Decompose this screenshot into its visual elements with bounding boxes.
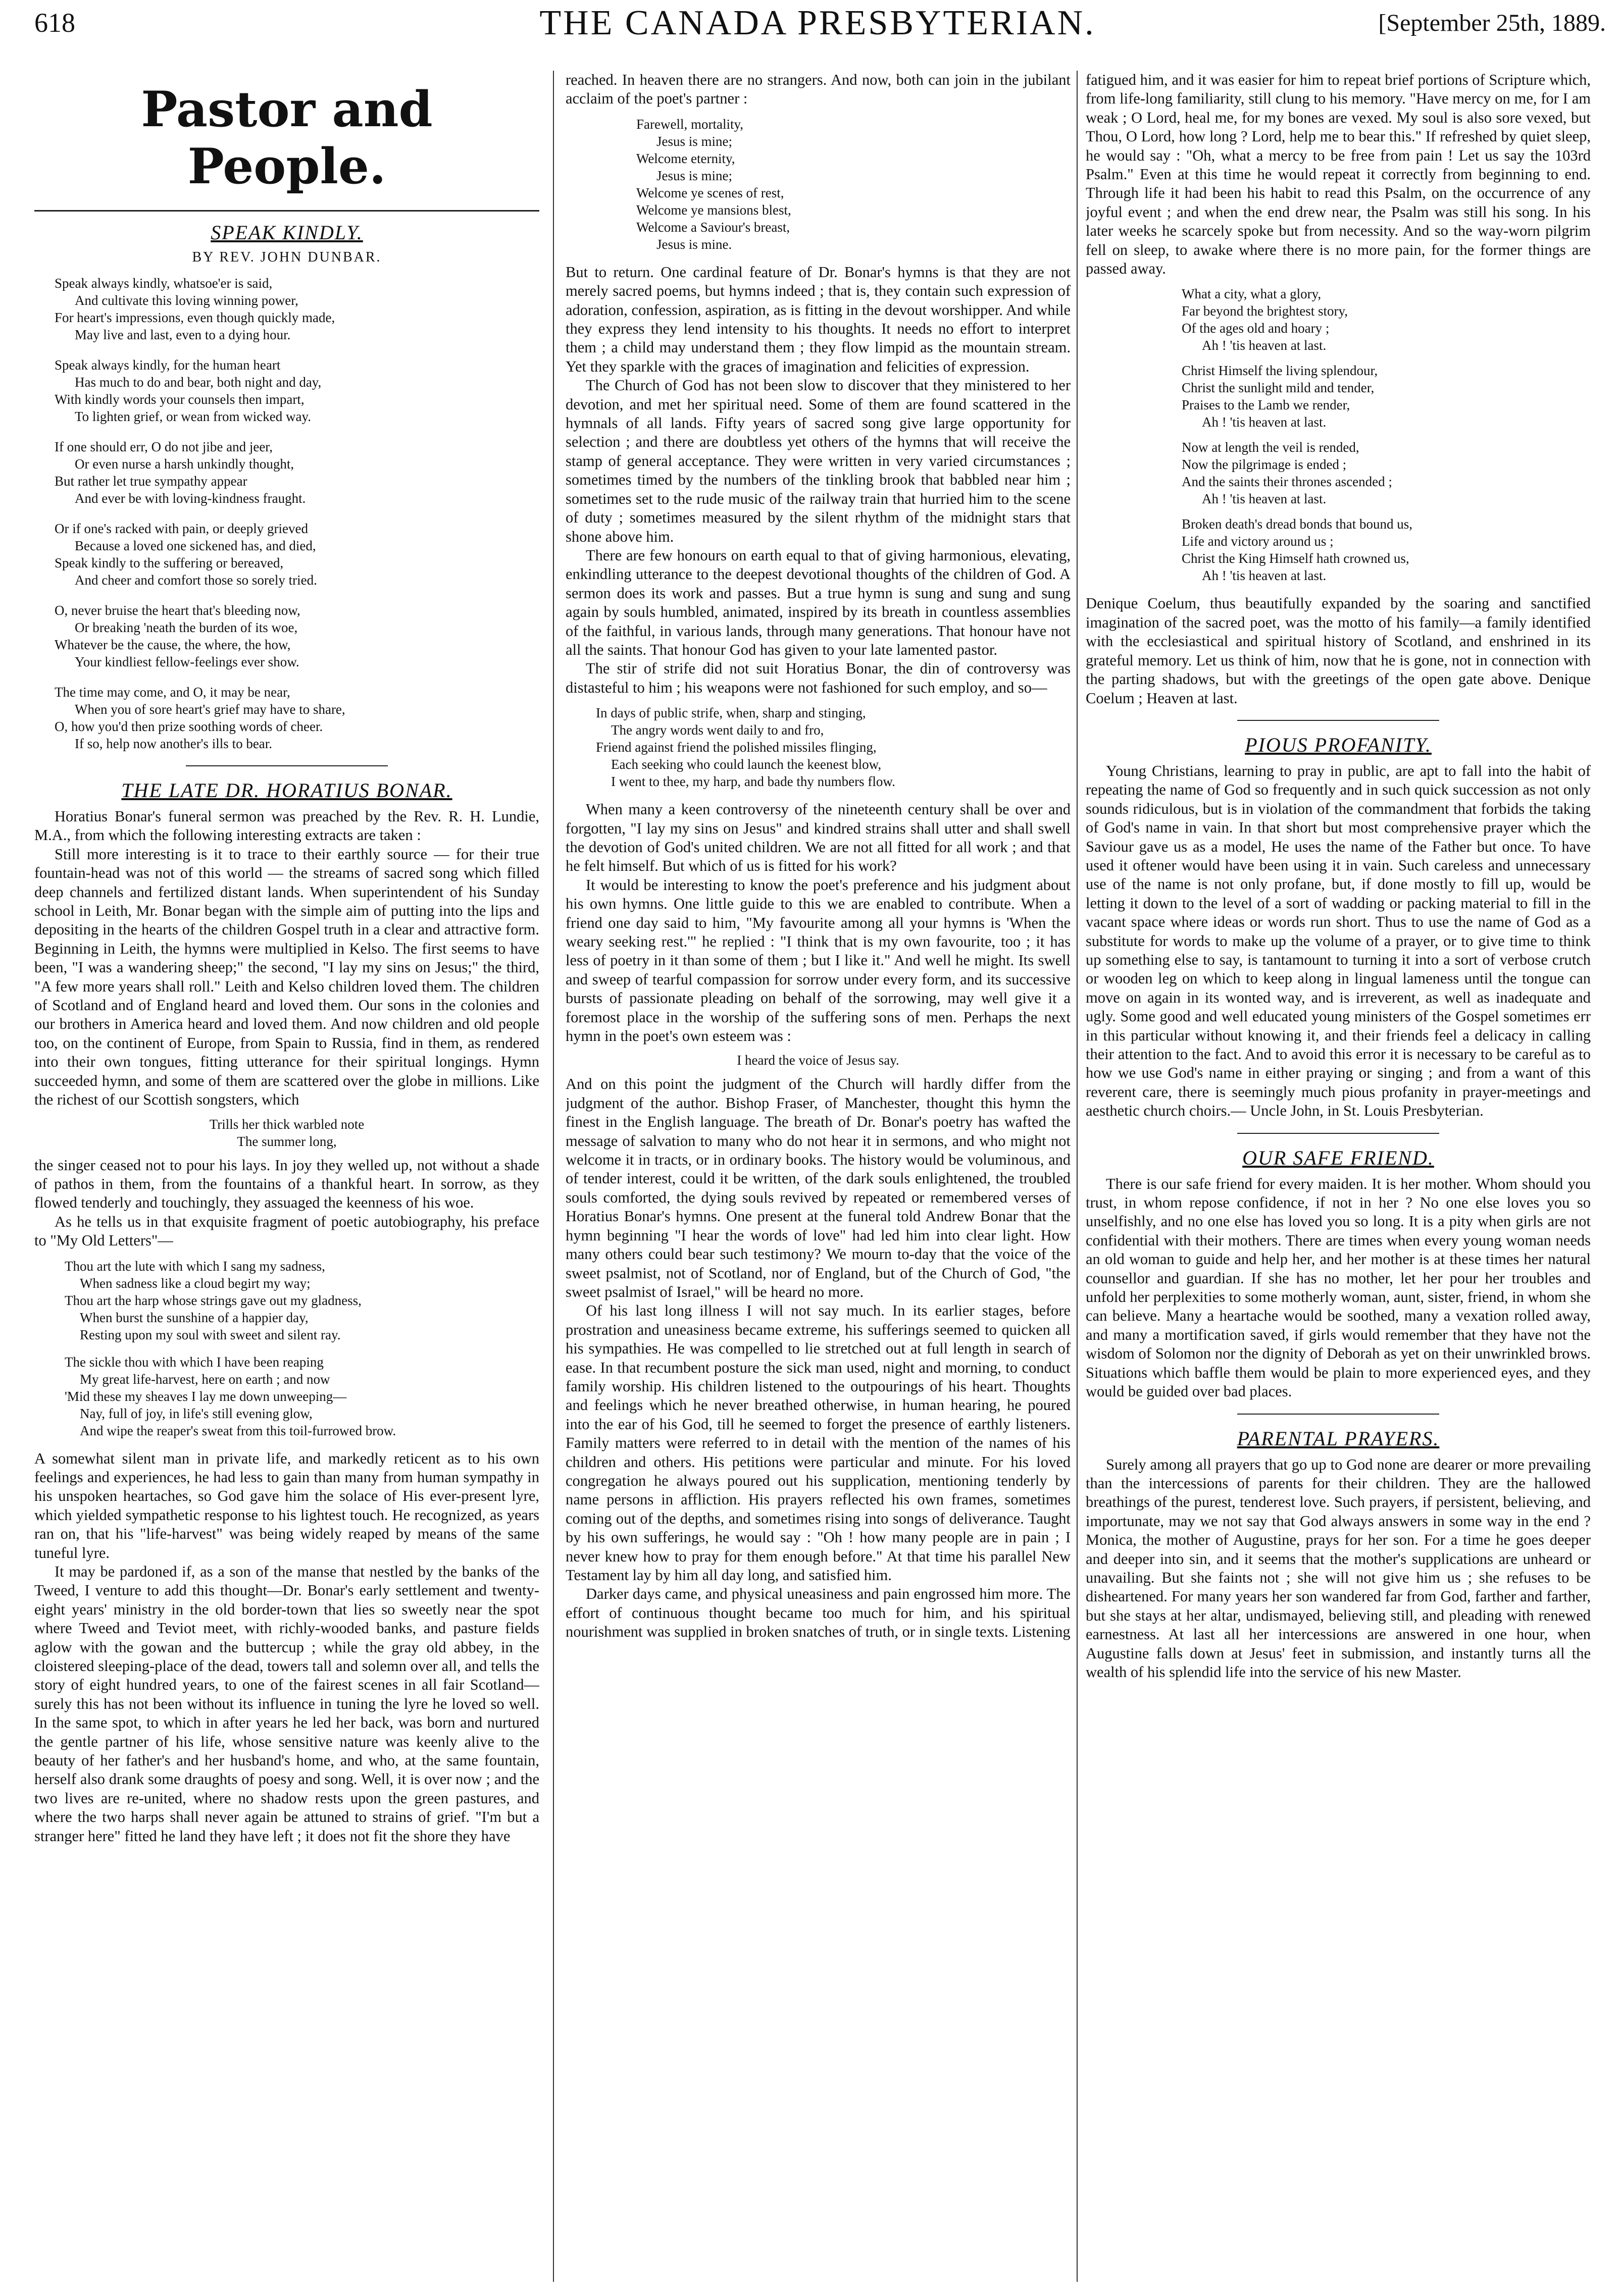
- paragraph: It would be interesting to know the poet's preference and his judgment about his own hymns. One little guide to this we are enabled to contribute. When a friend one day said to him, "My favourite among all your hymns is 'When the weary seeking rest.'" he replied : "I think that is my own favourite, too ; it has less of poetry in it than some of them ; but I like it." And well he might. Its swell and sweep of tearful compassion for sorrow under every form, and its successive bursts of passionate pleading on behalf of the sorrowing, may well give it a foremost place in the worship of the suffering sons of men. Perhaps the next hymn in the poet's own esteem was :: [566, 876, 1071, 1045]
- poem-stanza: [55, 520, 539, 589]
- poem-line: The summer long,: [237, 1133, 337, 1149]
- verse-quote: [65, 1258, 539, 1343]
- poem-line: Because a loved one sickened has, and died,: [75, 538, 316, 553]
- poem-line: What a city, what a glory,: [1182, 286, 1322, 302]
- paragraph: There are few honours on earth equal to that of giving harmonious, elevating, enkindling utterance to the deepest devotional thoughts of the children of God. A sermon does its work and passes. But a true hymn is sung and sung and sung again by souls humbled, animated, inspired by its breath in countless assemblies of the faithful, in various lands, through many generations. That honour have not all the saints. That honour God has given to your late lamented pastor.: [566, 546, 1071, 658]
- poem-line: Welcome ye scenes of rest,: [636, 185, 784, 200]
- poem-line: Thou art the harp whose strings gave out my gladness,: [65, 1292, 362, 1308]
- poem-line: Or breaking 'neath the burden of its woe,: [75, 620, 298, 635]
- page-number: 618: [34, 8, 75, 38]
- poem-line: O, never bruise the heart that's bleeding now,: [55, 603, 300, 618]
- poem-line: Now at length the veil is rended,: [1182, 440, 1359, 455]
- poem-line: Christ Himself the living splendour,: [1182, 363, 1378, 379]
- poem-line: May live and last, even to a dying hour.: [75, 327, 291, 342]
- poem-stanza: [55, 275, 539, 343]
- poem-stanza: [1182, 285, 1591, 354]
- paragraph: A somewhat silent man in private life, and markedly reticent as to his own feelings and experiences, he had less to gain than many from human sympathy in his unspoken heartaches, so God gave him the solace of His ever-present lyre, which yielded sympathetic response to his lightest touch. He recognized, as years ran on, that his "life-harvest" was being widely reaped by means of the same tuneful lyre.: [34, 1449, 539, 1561]
- poem-line: Ah ! 'tis heaven at last.: [1202, 491, 1327, 507]
- poem-stanza: [55, 602, 539, 670]
- poem-line: And ever be with loving-kindness fraught.: [75, 491, 306, 506]
- poem-line: Each seeking who could launch the keenest blow,: [611, 757, 882, 772]
- poem-line: And cultivate this loving winning power,: [75, 293, 298, 308]
- poem-line: Far beyond the brightest story,: [1182, 303, 1348, 319]
- poem-line: When sadness like a cloud begirt my way;: [80, 1275, 311, 1291]
- divider: [1237, 1414, 1439, 1415]
- paragraph: Darker days came, and physical uneasiness and pain engrossed him more. The effort of continuous thought became too much for him, and his spiritual nourishment was supplied in broken snatches of truth, or in single texts. Listening: [566, 1585, 1071, 1641]
- verse-quote: [1182, 285, 1591, 584]
- verse-quote: [636, 116, 1071, 253]
- poem-line: Praises to the Lamb we render,: [1182, 397, 1350, 413]
- poem-line: Jesus is mine;: [656, 133, 733, 149]
- article-title: PARENTAL PRAYERS.: [1237, 1427, 1440, 1450]
- poem-line: The time may come, and O, it may be near,: [55, 685, 290, 700]
- poem-line: With kindly words your counsels then impart,: [55, 392, 305, 407]
- poem-line: Welcome eternity,: [636, 150, 735, 166]
- poem-line: Jesus is mine.: [656, 236, 732, 252]
- poem-line: Has much to do and bear, both night and day,: [75, 375, 322, 390]
- paragraph: Still more interesting is it to trace to their earthly source — for their true fountain-head was not of this world — the streams of sacred song which filled deep channels and fertilized distant lands. When superintendent of his Sunday school in Leith, Mr. Bonar began with the simple aim of putting into the lips and depositing in the hearts of the children Gospel truth in a clear and attractive form. Beginning in Leith, the hymns were multiplied in Kelso. The first seems to have been, "I was a wandering sheep;" the second, "I lay my sins on Jesus;" the third, "A few more years shall roll." Leith and Kelso children loved them. The children of Scotland and of England heard and loved them. Our sons in the colonies and our brothers in America heard and loved them. And now children and old people too, on the continent of Europe, from Spain to Russia, find in them, as rendered into their own tongues, fitting utterance for their spiritual longings. Hymn succeeded hymn, and some of them are scattered over the globe in millions. Like the richest of our Scottish songsters, which: [34, 845, 539, 1109]
- poem-line: The sickle thou with which I have been reaping: [65, 1354, 324, 1370]
- article-title: PIOUS PROFANITY.: [1245, 733, 1432, 756]
- poem-line: I went to thee, my harp, and bade thy numbers flow.: [611, 774, 895, 790]
- poem-line: Life and victory around us ;: [1182, 534, 1334, 549]
- paragraph: Denique Coelum, thus beautifully expanded by the soaring and sanctified imagination of the sacred poet, was the motto of his family—a family identified with the ecclesiastical and spiritual history of Scotland, and enshrined in its grateful memory. Let us think of him, now that he is gone, not in connection with the parting shadows, but with the greetings of the open gate above. Denique Coelum ; Heaven at last.: [1086, 595, 1591, 707]
- paragraph: But to return. One cardinal feature of Dr. Bonar's hymns is that they are not merely sacred poems, but hymns indeed ; that is, they contain such expression of adoration, confession, aspiration, as is fitting in the devout worshipper. And while they express they lend intensity to his thoughts. It needs no effort to interpret them ; a child may understand them ; they flow limpid as the mountain stream. Yet they sparkle with the graces of imagination and felicities of expression.: [566, 263, 1071, 375]
- poem-line: Farewell, mortality,: [636, 116, 743, 132]
- verse-quote: I heard the voice of Jesus say.: [737, 1053, 899, 1068]
- poem-stanza: [1182, 362, 1591, 431]
- poem-line: Christ the King Himself hath crowned us,: [1182, 551, 1409, 566]
- poem-line: Your kindliest fellow-feelings ever show.: [75, 654, 299, 669]
- paragraph: fatigued him, and it was easier for him to repeat brief portions of Scripture which, from life-long familiarity, still clung to his memory. "Have mercy on me, for I am weak ; O Lord, heal me, for my bones are vexed. My soul is also sore vexed, but Thou, O Lord, how long ? Lord, help me to bear this." If refreshed by quiet sleep, he would say : "Oh, what a mercy to be free from pain ! Let us say the 103rd Psalm." Even at this time he would repeat it correctly from beginning to end. Through life it had been his habit to read this Psalm, on the occurrence of any joyful event ; and when the end drew near, the Psalm was still his song. In his later weeks he scarcely spoke but from necessity. And so the way-worn pilgrim fell on sleep, to awake where there is no more pain, for the former things are passed away.: [1086, 71, 1591, 278]
- verse-quote: [34, 1116, 539, 1150]
- poem-line: For heart's impressions, even though quickly made,: [55, 310, 335, 325]
- column-2: [566, 71, 1071, 2282]
- article-title: THE LATE DR. HORATIUS BONAR.: [121, 779, 452, 802]
- poem-line: My great life-harvest, here on earth ; and now: [80, 1371, 330, 1387]
- verse-quote: [65, 1353, 539, 1439]
- poem-speak-kindly: [34, 275, 539, 752]
- column-3: [1086, 71, 1591, 2282]
- poem-line: Speak always kindly, for the human heart: [55, 357, 281, 373]
- poem-stanza: [55, 356, 539, 425]
- poem-line: Nay, full of joy, in life's still evening glow,: [80, 1405, 313, 1421]
- poem-line: Of the ages old and hoary ;: [1182, 321, 1330, 336]
- poem-line: Trills her thick warbled note: [209, 1116, 365, 1132]
- issue-date: [September 25th, 1889.: [1378, 10, 1606, 36]
- paragraph: The stir of strife did not suit Horatius Bonar, the din of controversy was distasteful to him ; his weapons were not fashioned for such employ, and so—: [566, 660, 1071, 696]
- poem-line: Speak kindly to the suffering or bereaved,: [55, 555, 284, 570]
- poem-stanza: [1182, 515, 1591, 584]
- poem-line: Ah ! 'tis heaven at last.: [1202, 414, 1327, 430]
- poem-line: Welcome a Saviour's breast,: [636, 219, 790, 235]
- poem-line: O, how you'd then prize soothing words of cheer.: [55, 719, 323, 734]
- poem-stanza: [55, 684, 539, 752]
- paragraph: There is our safe friend for every maiden. It is her mother. Whom should you trust, in whom repose confidence, if not in her ? No one else loves you so unselfishly, and no one else has loved you so long. It is a pity when girls are not confidential with their mothers. There are times when every young woman needs an old woman to guide and help her, and her mother is at these times her natural counsellor and guardian. If she has no mother, let her pour her troubles and unfold her perplexities to some motherly woman, aunt, sister, friend, in whom she can believe. Many a heartache would be soothed, many a vexation rolled away, and many a mortification saved, if girls would remember that they have not the wisdom of Solomon nor the dignity of Deborah as yet on their unwrinkled brows. Situations which baffle them would be plain to more experienced eyes, and they would be guided over bad places.: [1086, 1175, 1591, 1400]
- poem-line: 'Mid these my sheaves I lay me down unweeping—: [65, 1388, 347, 1404]
- poem-line: And cheer and comfort those so sorely tried.: [75, 572, 317, 588]
- poem-line: Speak always kindly, whatsoe'er is said,: [55, 276, 273, 291]
- page-header: [29, 0, 1606, 49]
- poem-line: Ah ! 'tis heaven at last.: [1202, 568, 1327, 584]
- poem-stanza: [1182, 439, 1591, 507]
- verse-quote: [596, 704, 1071, 790]
- poem-line: And wipe the reaper's sweat from this toil-furrowed brow.: [80, 1423, 396, 1438]
- poem-line: Welcome ye mansions blest,: [636, 202, 791, 218]
- paragraph: the singer ceased not to pour his lays. In joy they welled up, not without a shade of pathos in them, from the fountains of a thankful heart. In sorrow, as they flowed tenderly and touchingly, they assuaged the keenness of his woe.: [34, 1156, 539, 1212]
- poem-line: To lighten grief, or wean from wicked way.: [75, 409, 311, 424]
- poem-line: Friend against friend the polished missiles flinging,: [596, 740, 877, 755]
- column-1: [34, 71, 539, 2282]
- poem-line: Resting upon my soul with sweet and silent ray.: [80, 1327, 341, 1342]
- poem-line: When burst the sunshine of a happier day,: [80, 1310, 309, 1325]
- divider: [186, 765, 388, 766]
- paragraph: The Church of God has not been slow to discover that they ministered to her devotion, and met her spiritual need. Some of them are found scattered in the hymnals of all lands. Fifty years of sacred song give large opportunity for selection ; and there are doubtless yet others of the hymns that will receive the stamp of general acceptance. They were written in very varied circumstances ; sometimes timed by the numbers of the tinkling brook that babbled near him ; sometimes set to the rude music of the railway train that hurried him to the scene of duty ; sometimes measured by the silent rhythm of the midnight stars that shone above him.: [566, 377, 1071, 545]
- poem-line: Now the pilgrimage is ended ;: [1182, 457, 1347, 473]
- paragraph: Young Christians, learning to pray in public, are apt to fall into the habit of repeating the name of God so frequently and in such quick succession as not only sounds ridiculous, but is in violation of the commandment that forbids the taking of God's name in vain. In that short but most comprehensive prayer which the Saviour gave us as a model, He uses the name of the Father but once. To have used it oftener would have been using it in vain. Such careless and unnecessary use of the name is not only profane, but, if done mostly to fill up, would be letting it down to the level of a sort of wadding or packing material to fill in the vacant space where ideas or words run short. Thus to use the name of God as a substitute for words to make up the volume of a prayer, or to give time to think up something else to say, is tantamount to turning it into a sort of verbose crutch or wooden leg on which to keep along in lingual lameness until the tongue can move on again in its wonted way, and is irreverent, as well as inadequate and ugly. Some good and well educated young ministers of the Gospel sometimes err in this particular without knowing it, and their friends feel a delicacy in calling their attention to the fact. And to avoid this error it is necessary to be careful as to how we use God's name in either praying or singing ; and from a want of this reverent care, there is seemingly much pious profanity in prayer-meetings and aesthetic church choirs.— Uncle John, in St. Louis Presbyterian.: [1086, 762, 1591, 1120]
- paragraph: As he tells us in that exquisite fragment of poetic autobiography, his preface to "My Old Letters"—: [34, 1213, 539, 1249]
- article-title: OUR SAFE FRIEND.: [1242, 1146, 1434, 1169]
- newspaper-title: THE CANADA PRESBYTERIAN.: [539, 4, 1096, 42]
- paragraph: Of his last long illness I will not say much. In its earlier stages, before prostration and uneasiness became extreme, his sufferings seemed to quicken all his sympathies. He was compelled to lie stretched out at full length in search of ease. In that recumbent posture the sick man used, night and morning, to conduct family worship. His children listened to the outpourings of his heart. Thoughts and feelings which he never breathed otherwise, in human hearing, he poured into the ear of his God, till he seemed to forget the presence of earthly listeners. Family matters were referred to in detail with the mention of the names of his children and others. His petitions were particular and minute. For his loved congregation he always poured out his supplication, mentioning tenderly by name persons in affliction. His prayers reflected his own frames, sometimes coming out of the depths, and sometimes rising into songs of deliverance. Taught by his own sufferings, he would say : "Oh ! how many people are in pain ; I never knew how to pray for them enough before." At that time his parallel New Testament lay by him all day long, and satisfied him.: [566, 1302, 1071, 1584]
- paragraph: Surely among all prayers that go up to God none are dearer or more prevailing than the intercessions of parents for their children. They are the hallowed breathings of the purest, tenderest love. Such prayers, if persistent, believing, and importunate, may we not say that God always answers in some way in the end ? Monica, the mother of Augustine, prays for her son. For a time he goes deeper and deeper into sin, and it seems that the mother's supplications are unheard or unavailing. But she faints not ; she will not give him us ; she refuses to be disheartened. For many years her son wandered far from God, farther and farther, but she stays at her altar, undismayed, believing still, and pleading with renewed earnestness. At last all her intercessions are answered in one hour, when Augustine falls down at Jesus' feet in submission, and instantly turns all the wealth of his splendid life into the service of his new Master.: [1086, 1455, 1591, 1681]
- paragraph: reached. In heaven there are no strangers. And now, both can join in the jubilant acclaim of the poet's partner :: [566, 71, 1071, 108]
- poem-line: When you of sore heart's grief may have to share,: [75, 702, 345, 717]
- poem-line: If so, help now another's ills to bear.: [75, 736, 273, 751]
- poem-line: The angry words went daily to and fro,: [611, 722, 824, 738]
- poem-line: If one should err, O do not jibe and jeer,: [55, 439, 273, 454]
- byline: BY REV. JOHN DUNBAR.: [192, 249, 382, 265]
- divider: [34, 210, 539, 212]
- column-rule: [1077, 71, 1078, 2282]
- poem-line: Ah ! 'tis heaven at last.: [1202, 338, 1327, 353]
- poem-line: But rather let true sympathy appear: [55, 474, 247, 489]
- divider: [1237, 1133, 1439, 1134]
- poem-line: Or even nurse a harsh unkindly thought,: [75, 456, 294, 472]
- poem-line: And the saints their thrones ascended ;: [1182, 474, 1392, 490]
- section-masthead: Pastor and People.: [141, 81, 433, 195]
- poem-line: Christ the sunlight mild and tender,: [1182, 380, 1375, 396]
- poem-stanza: [55, 438, 539, 507]
- poem-line: In days of public strife, when, sharp and stinging,: [596, 705, 866, 721]
- divider: [1237, 720, 1439, 721]
- paragraph: It may be pardoned if, as a son of the manse that nestled by the banks of the Tweed, I venture to add this thought—Dr. Bonar's early settlement and twenty-eight years' ministry in the old border-town that lies so sweetly near the spot where Tweed and Teviot meet, with richly-wooded banks, and pasture fields aglow with the gowan and the buttercup ; while the gray old abbey, in the cloistered sleeping-place of the dead, towers tall and solemn over all, and tells the story of eight hundred years, to one of the fairest scenes in all fair Scotland—surely this has not been without its influence in tuning the lyre he loved so well. In the same spot, to which in after years he led her back, was born and nurtured the gentle partner of his life, whose sensitive nature was keenly alive to the beauty of her father's and her husband's home, and who, at the same fountain, herself also drank some draughts of poesy and song. Well, it is over now ; and the two lives are re-united, where no shadow rests upon the green pastures, and where the two harps shall never again be attuned to strains of grief. "I'm but a stranger here" fitted he land they have left ; it does not fit the shore they have: [34, 1562, 539, 1845]
- paragraph: And on this point the judgment of the Church will hardly differ from the judgment of the author. Bishop Fraser, of Manchester, thought this hymn the finest in the English language. The breath of Dr. Bonar's poetry has wafted the message of salvation to many who do not hear it in sermons, and who might not welcome it in tracts, or in ordinary books. The history would be voluminous, and of tender interest, could it be written, of the dark souls enlightened, the troubled souls comforted, the dying souls revived by repeated or remembered verses of Horatius Bonar's hymns. One present at the funeral told Andrew Bonar that the hymn beginning "I hear the words of love" had led him into clear light. How many others could bear such testimony? We mourn to-day that the voice of the sweet psalmist, not of Scotland, nor of England, but of the Church of God, "the sweet psalmist of Israel," will be heard no more.: [566, 1075, 1071, 1300]
- article-title: SPEAK KINDLY.: [211, 221, 363, 244]
- poem-line: Broken death's dread bonds that bound us,: [1182, 516, 1413, 532]
- column-rule: [553, 71, 554, 2282]
- paragraph: When many a keen controversy of the nineteenth century shall be over and forgotten, "I lay my sins on Jesus" and kindred strains shall utter and shall swell the devotion of God's united children. We are not all fitted for all work ; and that he felt himself. But which of us is fitted for his work?: [566, 801, 1071, 875]
- poem-line: Or if one's racked with pain, or deeply grieved: [55, 521, 308, 536]
- poem-line: Thou art the lute with which I sang my sadness,: [65, 1258, 325, 1274]
- poem-line: Jesus is mine;: [656, 168, 733, 183]
- paragraph: Horatius Bonar's funeral sermon was preached by the Rev. R. H. Lundie, M.A., from which the following interesting extracts are taken :: [34, 808, 539, 844]
- poem-line: Whatever be the cause, the where, the how,: [55, 637, 291, 652]
